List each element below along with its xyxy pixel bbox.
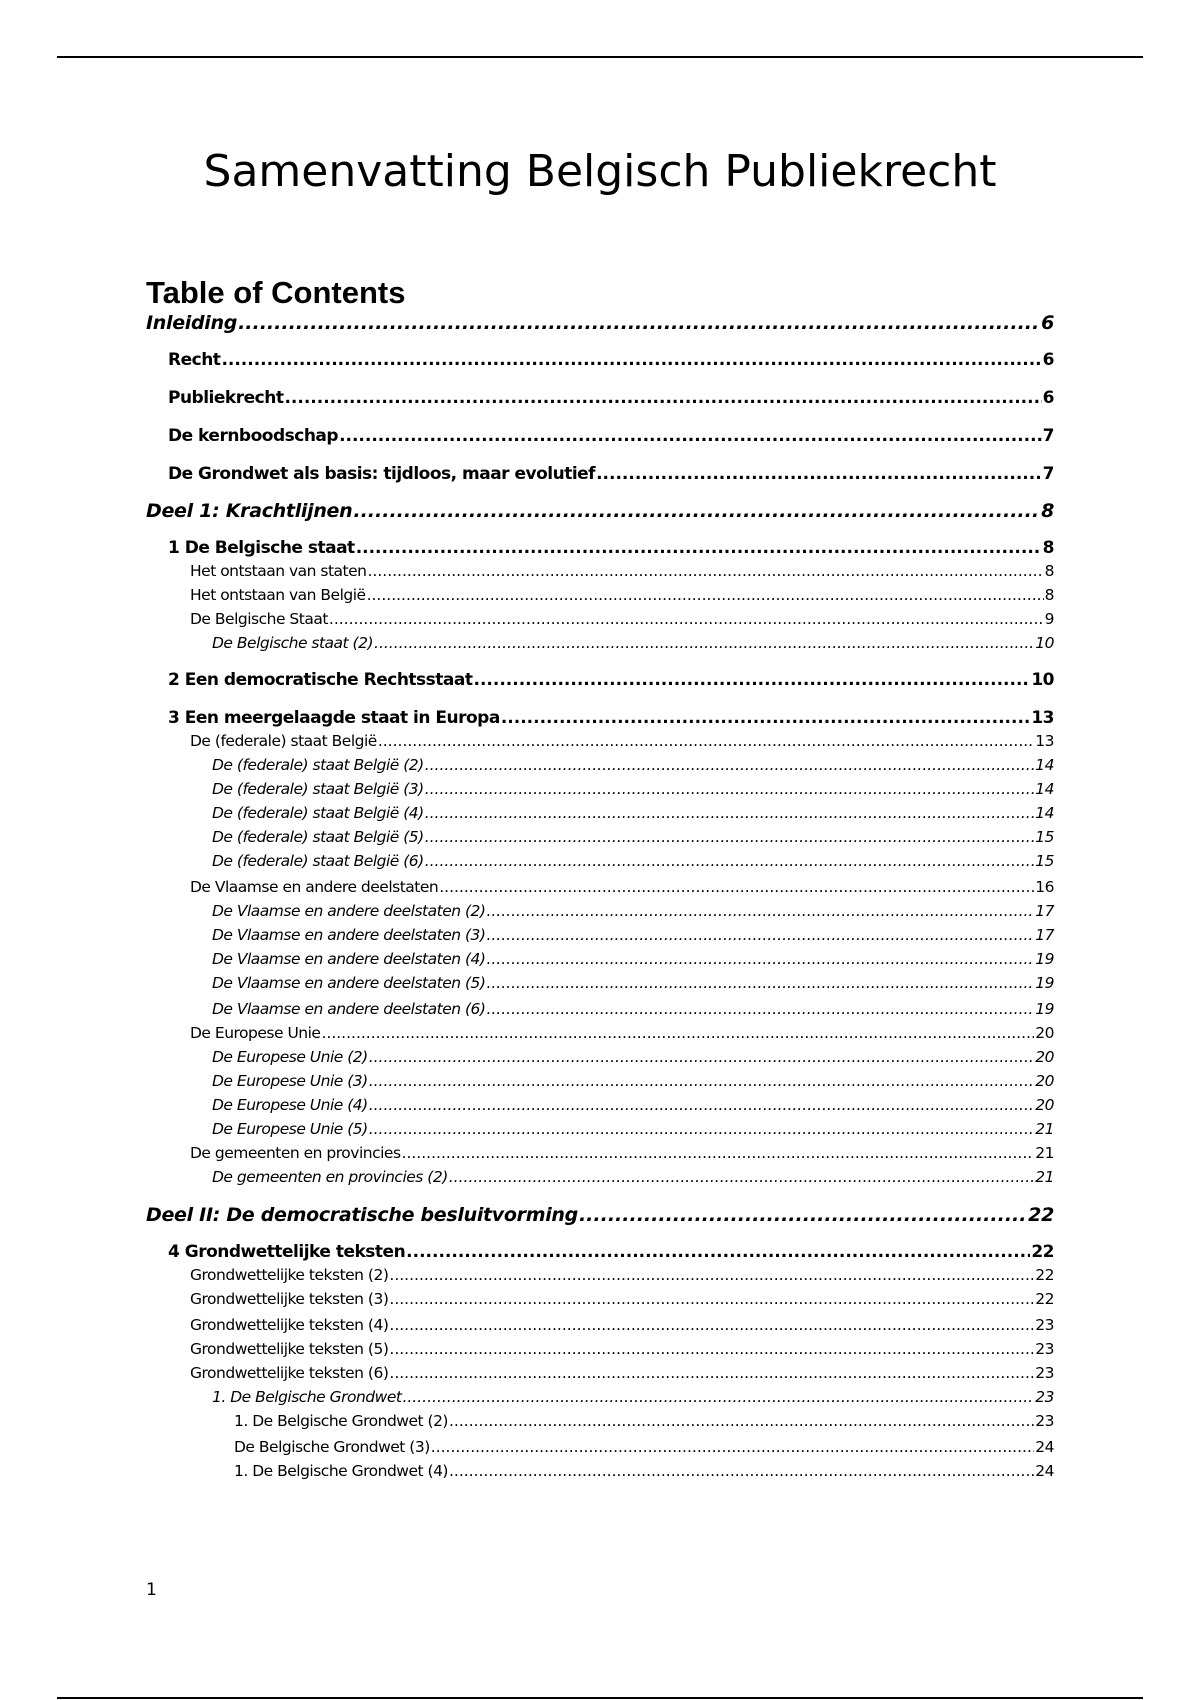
- toc-dot-leader: [486, 974, 1034, 992]
- toc-entry-title: De gemeenten en provincies: [190, 1144, 401, 1162]
- toc-entry-title: De Vlaamse en andere deelstaten (6): [212, 1000, 486, 1018]
- toc-entry-page: 20: [1035, 1096, 1054, 1114]
- toc-entry-page: 14: [1035, 756, 1054, 774]
- toc-entry-page: 23: [1035, 1388, 1054, 1406]
- toc-entry-page: 6: [1042, 350, 1054, 370]
- toc-dot-leader: [501, 708, 1031, 728]
- toc-dot-leader: [389, 1340, 1034, 1358]
- toc-dot-leader: [486, 950, 1034, 968]
- toc-entry-page: 7: [1042, 426, 1054, 446]
- toc-dot-leader: [474, 670, 1031, 690]
- toc-dot-leader: [369, 1120, 1035, 1138]
- toc-entry-page: 23: [1035, 1412, 1054, 1430]
- toc-dot-leader: [486, 1000, 1034, 1018]
- toc-entry-page: 13: [1031, 708, 1054, 728]
- toc-entry[interactable]: [212, 1000, 1054, 1026]
- toc-entry-title: De Vlaamse en andere deelstaten (4): [212, 950, 486, 968]
- toc-entry[interactable]: [190, 878, 1054, 904]
- toc-entry-title: 1. De Belgische Grondwet (4): [234, 1462, 448, 1480]
- toc-entry-title: De kernboodschap: [168, 426, 339, 446]
- toc-entry-title: De Belgische staat (2): [212, 634, 374, 652]
- toc-entry-page: 19: [1035, 974, 1054, 992]
- toc-dot-leader: [356, 538, 1042, 558]
- toc-entry-page: 20: [1035, 1024, 1054, 1042]
- toc-entry[interactable]: [190, 586, 1054, 612]
- toc-entry[interactable]: [190, 1290, 1054, 1316]
- toc-entry-title: De Grondwet als basis: tijdloos, maar evolutief: [168, 464, 596, 484]
- toc-entry[interactable]: [212, 1072, 1054, 1098]
- toc-entry[interactable]: [212, 902, 1054, 928]
- toc-entry[interactable]: [212, 950, 1054, 976]
- toc-entry[interactable]: [168, 388, 1054, 414]
- toc-entry-page: 16: [1035, 878, 1054, 896]
- toc-dot-leader: [374, 634, 1034, 652]
- toc-entry[interactable]: [212, 1168, 1054, 1194]
- toc-entry-title: Grondwettelijke teksten (3): [190, 1290, 389, 1308]
- toc-entry-page: 7: [1042, 464, 1054, 484]
- toc-entry[interactable]: [190, 1024, 1054, 1050]
- toc-dot-leader: [368, 562, 1044, 580]
- toc-entry[interactable]: [190, 562, 1054, 588]
- toc-entry[interactable]: [168, 1242, 1054, 1268]
- toc-entry-title: De Europese Unie (4): [212, 1096, 368, 1114]
- toc-entry-page: 23: [1035, 1340, 1054, 1358]
- toc-entry-title: De (federale) staat België (4): [212, 804, 424, 822]
- toc-entry-page: 15: [1035, 828, 1054, 846]
- toc-entry[interactable]: [190, 610, 1054, 636]
- toc-entry-title: De gemeenten en provincies (2): [212, 1168, 448, 1186]
- toc-entry-title: De Europese Unie: [190, 1024, 321, 1042]
- toc-dot-leader: [389, 1364, 1034, 1382]
- toc-entry[interactable]: [168, 708, 1054, 734]
- toc-dot-leader: [449, 1412, 1034, 1430]
- toc-dot-leader: [425, 804, 1035, 822]
- toc-entry-page: 22: [1035, 1290, 1054, 1308]
- toc-entry-page: 23: [1035, 1364, 1054, 1382]
- toc-entry-page: 9: [1044, 610, 1054, 628]
- toc-entry[interactable]: [212, 804, 1054, 830]
- toc-dot-leader: [339, 426, 1042, 446]
- toc-entry-page: 19: [1035, 1000, 1054, 1018]
- toc-entry-title: Grondwettelijke teksten (2): [190, 1266, 389, 1284]
- toc-entry-page: 6: [1041, 312, 1054, 334]
- toc-dot-leader: [353, 500, 1040, 522]
- toc-entry[interactable]: [212, 852, 1054, 878]
- toc-entry[interactable]: [212, 756, 1054, 782]
- toc-entry-title: De Europese Unie (2): [212, 1048, 368, 1066]
- toc-entry-page: 24: [1035, 1438, 1054, 1456]
- toc-entry-page: 17: [1035, 902, 1054, 920]
- toc-dot-leader: [406, 1242, 1030, 1262]
- toc-dot-leader: [425, 852, 1035, 870]
- toc-entry[interactable]: [212, 926, 1054, 952]
- toc-entry-title: De Belgische Grondwet (3): [234, 1438, 430, 1456]
- toc-entry[interactable]: [234, 1412, 1054, 1438]
- toc-entry-page: 14: [1035, 780, 1054, 798]
- toc-entry-page: 15: [1035, 852, 1054, 870]
- toc-dot-leader: [425, 780, 1035, 798]
- toc-dot-leader: [402, 1144, 1035, 1162]
- toc-dot-leader: [439, 878, 1034, 896]
- toc-entry[interactable]: [212, 1388, 1054, 1414]
- toc-entry[interactable]: [190, 1316, 1054, 1342]
- toc-entry[interactable]: [168, 464, 1054, 490]
- toc-dot-leader: [369, 1096, 1035, 1114]
- toc-dot-leader: [389, 1290, 1034, 1308]
- toc-entry-title: Grondwettelijke teksten (4): [190, 1316, 389, 1334]
- toc-entry[interactable]: [212, 828, 1054, 854]
- toc-dot-leader: [389, 1266, 1034, 1284]
- toc-entry-page: 8: [1044, 586, 1054, 604]
- toc-entry[interactable]: [190, 732, 1054, 758]
- toc-dot-leader: [486, 926, 1034, 944]
- toc-entry-page: 21: [1035, 1120, 1054, 1138]
- toc-entry-title: 3 Een meergelaagde staat in Europa: [168, 708, 500, 728]
- toc-entry-page: 10: [1035, 634, 1054, 652]
- toc-entry-title: 2 Een democratische Rechtsstaat: [168, 670, 473, 690]
- header-rule: [57, 56, 1143, 58]
- page-number: 1: [146, 1580, 157, 1600]
- toc-entry-page: 22: [1031, 1242, 1054, 1262]
- toc-entry-title: De Vlaamse en andere deelstaten (2): [212, 902, 486, 920]
- toc-entry-title: De (federale) staat België (6): [212, 852, 424, 870]
- toc-entry-page: 20: [1035, 1048, 1054, 1066]
- toc-entry-page: 13: [1035, 732, 1054, 750]
- toc-dot-leader: [238, 312, 1040, 334]
- toc-entry[interactable]: [168, 670, 1054, 696]
- toc-entry[interactable]: [212, 1096, 1054, 1122]
- toc-entry-title: Het ontstaan van België: [190, 586, 366, 604]
- toc-entry[interactable]: [212, 780, 1054, 806]
- toc-dot-leader: [431, 1438, 1034, 1456]
- toc-entry[interactable]: [146, 312, 1054, 338]
- toc-entry-title: De (federale) staat België (3): [212, 780, 424, 798]
- toc-dot-leader: [389, 1316, 1034, 1334]
- toc-heading: Table of Contents: [146, 275, 406, 310]
- toc-entry[interactable]: [168, 350, 1054, 376]
- toc-entry[interactable]: [212, 1120, 1054, 1146]
- toc-entry-title: De Europese Unie (5): [212, 1120, 368, 1138]
- toc-entry[interactable]: [146, 500, 1054, 526]
- toc-dot-leader: [579, 1204, 1027, 1226]
- toc-entry[interactable]: [190, 1364, 1054, 1390]
- toc-entry-title: Deel II: De democratische besluitvorming: [146, 1204, 578, 1226]
- toc-dot-leader: [486, 902, 1034, 920]
- toc-entry-page: 19: [1035, 950, 1054, 968]
- toc-entry[interactable]: [212, 974, 1054, 1000]
- toc-dot-leader: [329, 610, 1044, 628]
- toc-entry-title: De (federale) staat België (5): [212, 828, 424, 846]
- toc-dot-leader: [449, 1462, 1034, 1480]
- toc-entry-title: Deel 1: Krachtlijnen: [146, 500, 353, 522]
- toc-entry-title: De (federale) staat België (2): [212, 756, 424, 774]
- toc-dot-leader: [596, 464, 1042, 484]
- toc-entry[interactable]: [212, 634, 1054, 660]
- toc-entry[interactable]: [234, 1462, 1054, 1488]
- toc-dot-leader: [369, 1048, 1035, 1066]
- footer-rule: [57, 1697, 1143, 1699]
- toc-entry-page: 20: [1035, 1072, 1054, 1090]
- toc-dot-leader: [425, 756, 1035, 774]
- toc-dot-leader: [402, 1388, 1034, 1406]
- toc-entry-page: 22: [1035, 1266, 1054, 1284]
- toc-entry-title: De Belgische Staat: [190, 610, 328, 628]
- toc-entry-title: Het ontstaan van staten: [190, 562, 367, 580]
- toc-entry[interactable]: [168, 426, 1054, 452]
- toc-entry-title: Publiekrecht: [168, 388, 284, 408]
- toc-entry-page: 8: [1041, 500, 1054, 522]
- toc-entry-title: De Vlaamse en andere deelstaten: [190, 878, 439, 896]
- toc-entry-page: 10: [1031, 670, 1054, 690]
- toc-entry[interactable]: [212, 1048, 1054, 1074]
- toc-dot-leader: [284, 388, 1041, 408]
- toc-entry-page: 8: [1042, 538, 1054, 558]
- toc-entry-title: Recht: [168, 350, 221, 370]
- toc-entry-title: Inleiding: [146, 312, 238, 334]
- toc-entry-page: 24: [1035, 1462, 1054, 1480]
- toc-entry-page: 6: [1042, 388, 1054, 408]
- toc-entry-title: De Vlaamse en andere deelstaten (5): [212, 974, 486, 992]
- toc-dot-leader: [221, 350, 1041, 370]
- toc-entry-title: 4 Grondwettelijke teksten: [168, 1242, 406, 1262]
- toc-entry-title: De Vlaamse en andere deelstaten (3): [212, 926, 486, 944]
- toc-entry-title: 1 De Belgische staat: [168, 538, 355, 558]
- toc-entry[interactable]: [168, 538, 1054, 564]
- toc-entry-title: 1. De Belgische Grondwet (2): [234, 1412, 448, 1430]
- toc-entry-page: 23: [1035, 1316, 1054, 1334]
- toc-dot-leader: [367, 586, 1044, 604]
- toc-dot-leader: [378, 732, 1034, 750]
- toc-entry-page: 22: [1028, 1204, 1054, 1226]
- toc-entry-title: De (federale) staat België: [190, 732, 377, 750]
- toc-entry[interactable]: [190, 1340, 1054, 1366]
- toc-entry-page: 21: [1035, 1144, 1054, 1162]
- toc-entry[interactable]: [234, 1438, 1054, 1464]
- toc-entry-title: 1. De Belgische Grondwet: [212, 1388, 402, 1406]
- toc-entry-title: De Europese Unie (3): [212, 1072, 368, 1090]
- toc-dot-leader: [449, 1168, 1035, 1186]
- toc-entry-page: 21: [1035, 1168, 1054, 1186]
- toc-entry[interactable]: [146, 1204, 1054, 1230]
- toc-entry-title: Grondwettelijke teksten (5): [190, 1340, 389, 1358]
- toc-entry-page: 17: [1035, 926, 1054, 944]
- toc-entry[interactable]: [190, 1144, 1054, 1170]
- toc-dot-leader: [369, 1072, 1035, 1090]
- toc-entry-title: Grondwettelijke teksten (6): [190, 1364, 389, 1382]
- document-title: Samenvatting Belgisch Publiekrecht: [203, 146, 997, 197]
- toc-entry-page: 8: [1044, 562, 1054, 580]
- toc-entry-page: 14: [1035, 804, 1054, 822]
- toc-dot-leader: [321, 1024, 1034, 1042]
- toc-entry[interactable]: [190, 1266, 1054, 1292]
- toc-dot-leader: [425, 828, 1035, 846]
